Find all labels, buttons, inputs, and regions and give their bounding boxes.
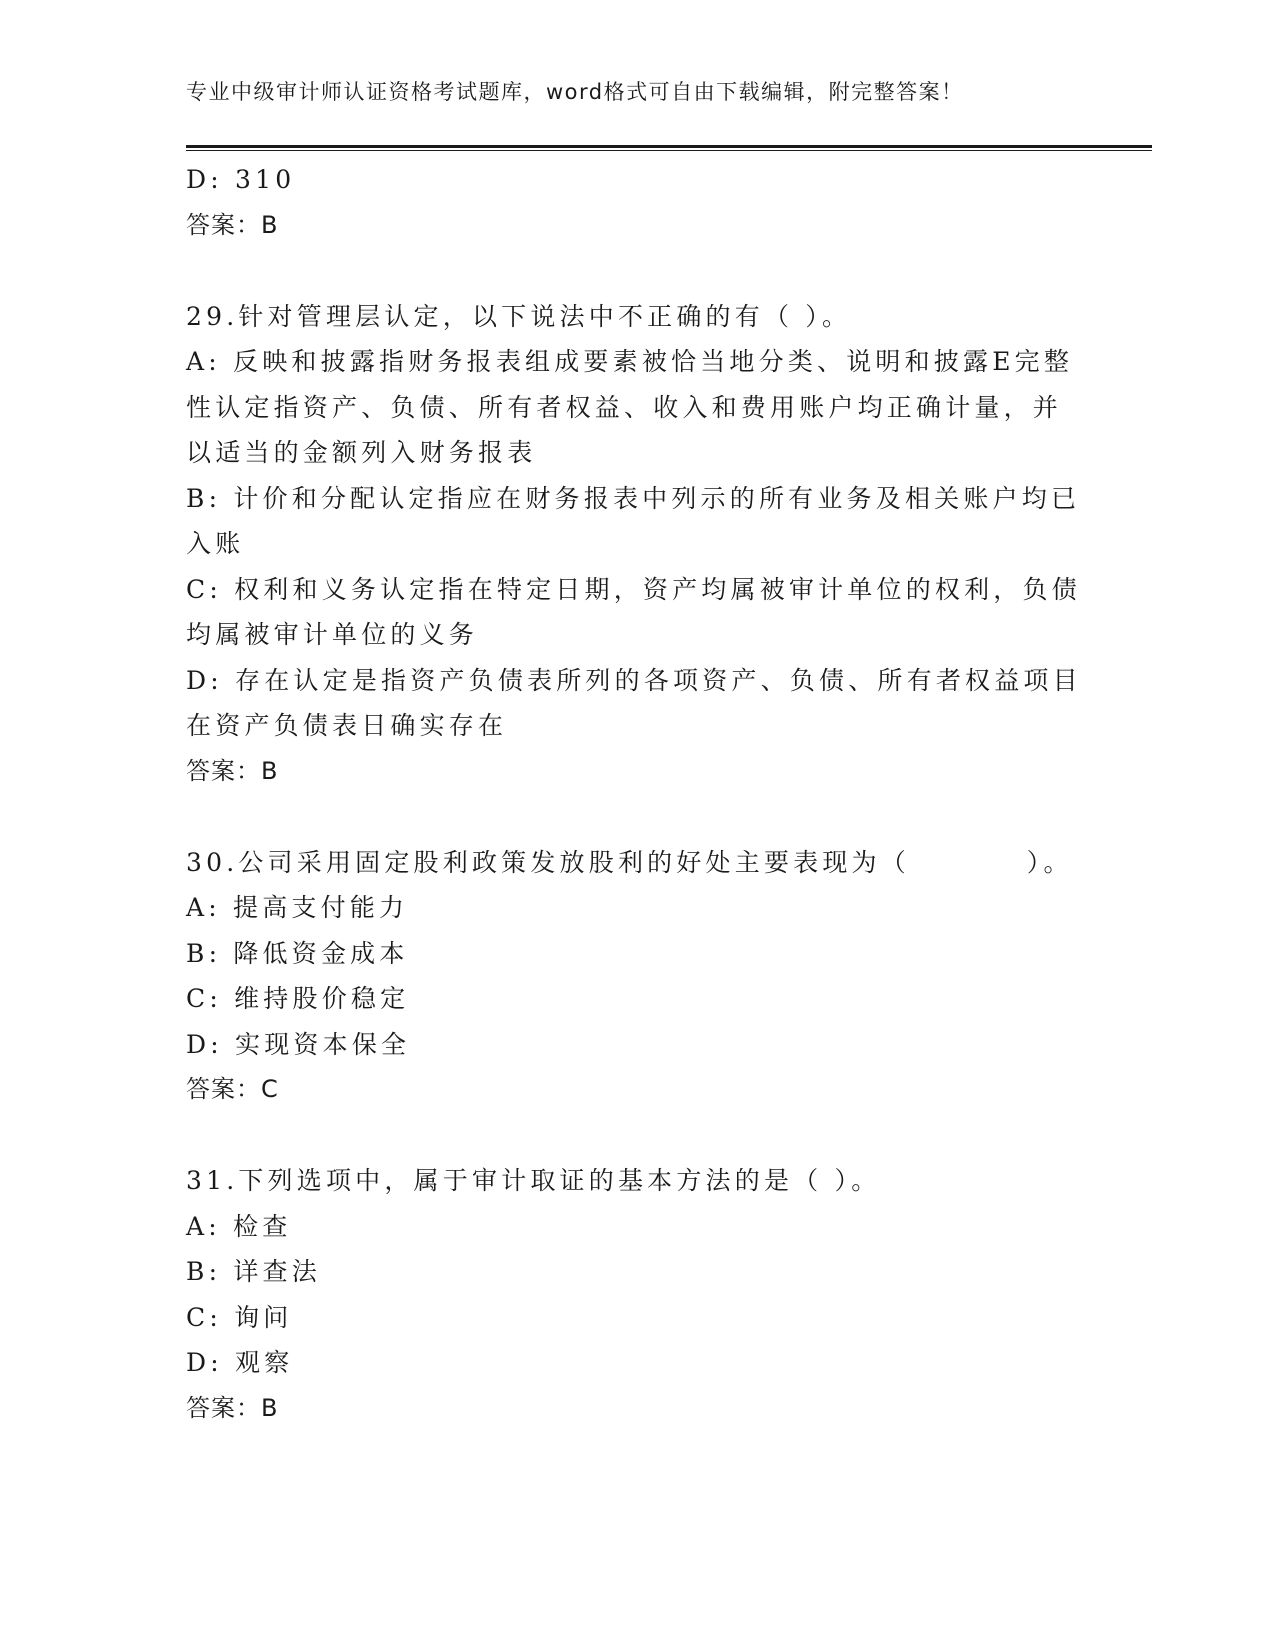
question-stem: 29.针对管理层认定，以下说法中不正确的有（ ）。	[186, 301, 852, 331]
answer: 答案：B	[186, 210, 279, 239]
question-stem: 31.下列选项中，属于审计取证的基本方法的是（ ）。	[186, 1166, 881, 1195]
spacer	[186, 248, 1086, 294]
option-c: C: 权利和义务认定指在特定日期，资产均属被审计单位的权利，负债均属被审计单位的义务	[186, 574, 1081, 649]
answer: 答案：B	[186, 1393, 279, 1422]
question-stem: 30.公司采用固定股利政策发放股利的好处主要表现为（ ）。	[186, 847, 1073, 877]
question-30	[186, 840, 1086, 1113]
option-b: B: 详查法	[186, 1257, 321, 1286]
option-a: A: 检查	[186, 1211, 292, 1241]
option-a: A: 反映和披露指财务报表组成要素被恰当地分类、说明和披露E完整性认定指资产、负债、所有者权益、收入和费用账户均正确计量，并以适当的金额列入财务报表	[186, 347, 1074, 467]
option-b: B: 计价和分配认定指应在财务报表中列示的所有业务及相关账户均已入账	[186, 483, 1081, 558]
spacer	[186, 794, 1086, 840]
header-rule-thin	[186, 150, 1152, 151]
option-d: D: 存在认定是指资产负债表所列的各项资产、负债、所有者权益项目在资产负债表日确实存在	[186, 665, 1082, 740]
document-body	[186, 157, 1086, 1431]
header-rule-thick	[186, 145, 1152, 148]
option-a: A: 提高支付能力	[186, 893, 409, 922]
spacer	[186, 1113, 1086, 1159]
page-header: 专业中级审计师认证资格考试题库，word格式可自由下载编辑，附完整答案！	[186, 80, 964, 104]
option-d: D: 实现资本保全	[186, 1029, 411, 1059]
option-b: B: 降低资金成本	[186, 938, 409, 968]
question-31	[186, 1158, 1086, 1431]
option-d: D: 310	[186, 165, 296, 194]
option-c: C: 维持股价稳定	[186, 984, 410, 1013]
answer: 答案：B	[186, 756, 279, 785]
question-29	[186, 294, 1086, 795]
option-c: C: 询问	[186, 1302, 293, 1332]
answer: 答案：C	[186, 1075, 279, 1103]
option-d: D: 观察	[186, 1348, 294, 1377]
